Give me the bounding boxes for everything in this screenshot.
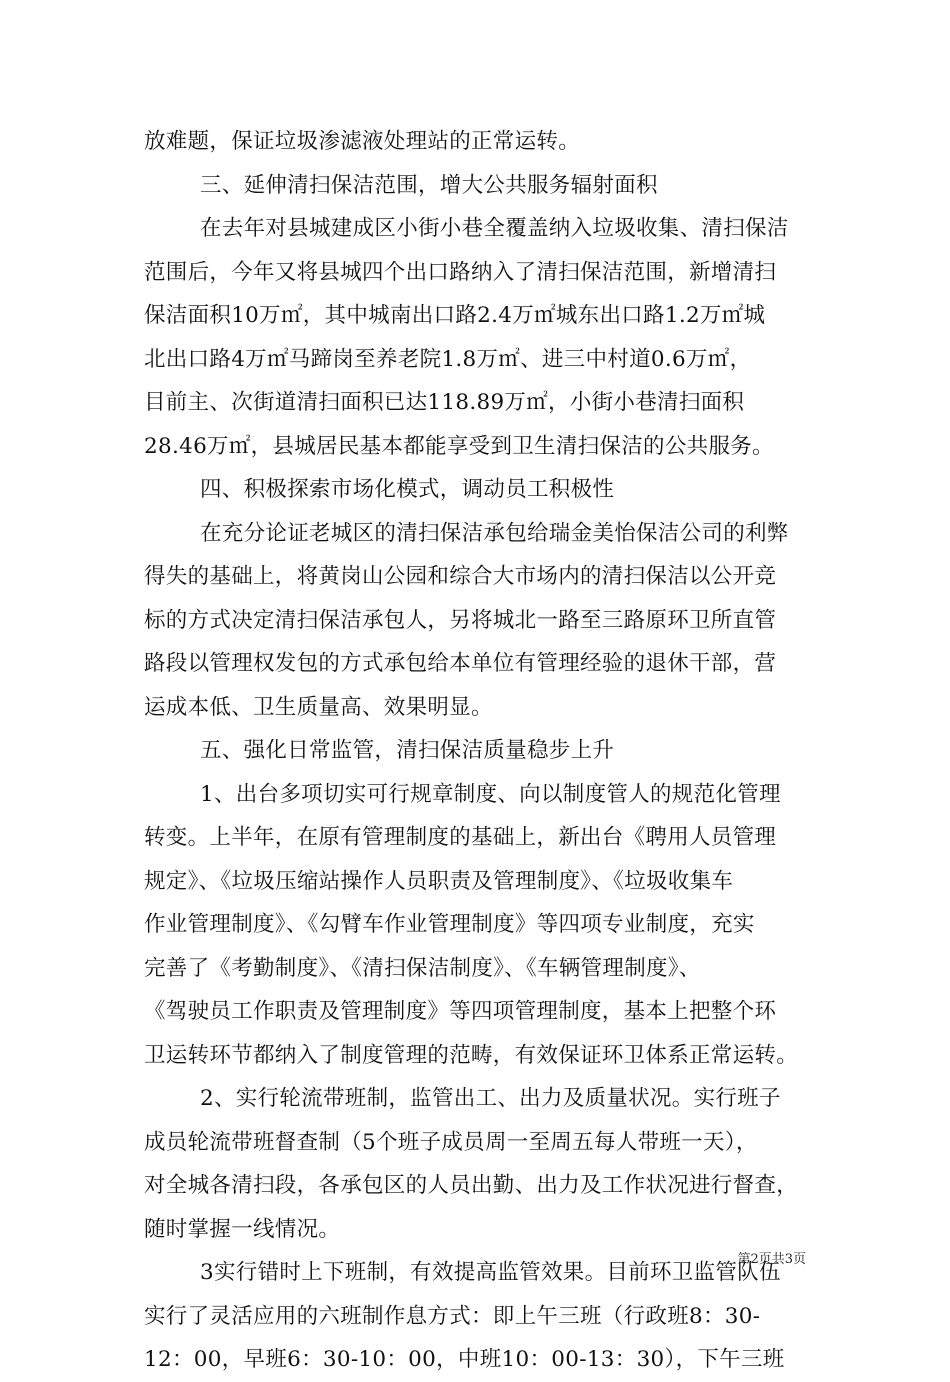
paragraph-first-line: 在去年对县城建成区小街小巷全覆盖纳入垃圾收集、清扫保洁	[200, 216, 789, 241]
paragraph-first-line: 3实行错时上下班制，有效提高监管效果。目前环卫监管队伍	[200, 1260, 781, 1285]
paragraph-line: 得失的基础上，将黄岗山公园和综合大市场内的清扫保洁以公开竞	[144, 564, 777, 589]
paragraph-first-line: 五、强化日常监管，清扫保洁质量稳步上升	[200, 738, 615, 763]
paragraph-line: 标的方式决定清扫保洁承包人，另将城北一路至三路原环卫所直管	[144, 607, 777, 633]
paragraph-line: 28.46万㎡，县城居民基本都能享受到卫生清扫保洁的公共服务。	[144, 433, 774, 459]
page-number: 第2页共3页	[737, 1252, 806, 1267]
paragraph-first-line: 四、积极探索市场化模式，调动员工积极性	[200, 477, 615, 502]
paragraph-line: 随时掌握一线情况。	[144, 1216, 341, 1242]
document-body	[144, 120, 810, 1382]
paragraph-line: 实行了灵活应用的六班制作息方式：即上午三班（行政班8：30-	[144, 1303, 761, 1329]
paragraph-line: 《驾驶员工作职责及管理制度》等四项管理制度，基本上把整个环	[144, 999, 777, 1024]
paragraph-first-line: 2、实行轮流带班制，监管出工、出力及质量状况。实行班子	[200, 1086, 781, 1111]
paragraph-line: 路段以管理权发包的方式承包给本单位有管理经验的退休干部，营	[144, 651, 777, 676]
paragraph-line: 卫运转环节都纳入了制度管理的范畴，有效保证环卫体系正常运转。	[144, 1042, 799, 1068]
paragraph-first-line: 在充分论证老城区的清扫保洁承包给瑞金美怡保洁公司的利弊	[200, 520, 789, 546]
paragraph-line: 目前主、次街道清扫面积已达118.89万㎡，小街小巷清扫面积	[144, 390, 745, 415]
paragraph-line: 12：00，早班6：30-10：00，中班10：00-13：30），下午三班	[144, 1347, 785, 1372]
paragraph-line: 成员轮流带班督查制（5个班子成员周一至周五每人带班一天），	[144, 1129, 758, 1155]
paragraph-line: 作业管理制度》、《勾臂车作业管理制度》等四项专业制度，充实	[144, 912, 755, 937]
paragraph-line: 规定》、《垃圾压缩站操作人员职责及管理制度》、《垃圾收集车	[144, 868, 734, 894]
paragraph-line: 放难题，保证垃圾渗滤液处理站的正常运转。	[144, 129, 581, 154]
paragraph-line: 对全城各清扫段，各承包区的人员出勤、出力及工作状况进行督查，	[144, 1173, 799, 1198]
paragraph-line: 转变。上半年，在原有管理制度的基础上，新出台《聘用人员管理	[144, 825, 777, 850]
paragraph-first-line: 1、出台多项切实可行规章制度、向以制度管人的规范化管理	[200, 781, 781, 807]
paragraph-line: 完善了《考勤制度》、《清扫保洁制度》、《车辆管理制度》、	[144, 955, 701, 981]
paragraph-line: 范围后，今年又将县城四个出口路纳入了清扫保洁范围，新增清扫	[144, 259, 777, 285]
paragraph-line: 北出口路4万㎡马蹄岗至养老院1.8万㎡、进三中村道0.6万㎡，	[144, 346, 752, 372]
paragraph-line: 运成本低、卫生质量高、效果明显。	[144, 694, 493, 720]
paragraph-first-line: 三、延伸清扫保洁范围，增大公共服务辐射面积	[200, 172, 658, 198]
paragraph-line: 保洁面积10万㎡，其中城南出口路2.4万㎡城东出口路1.2万㎡城	[144, 303, 766, 328]
